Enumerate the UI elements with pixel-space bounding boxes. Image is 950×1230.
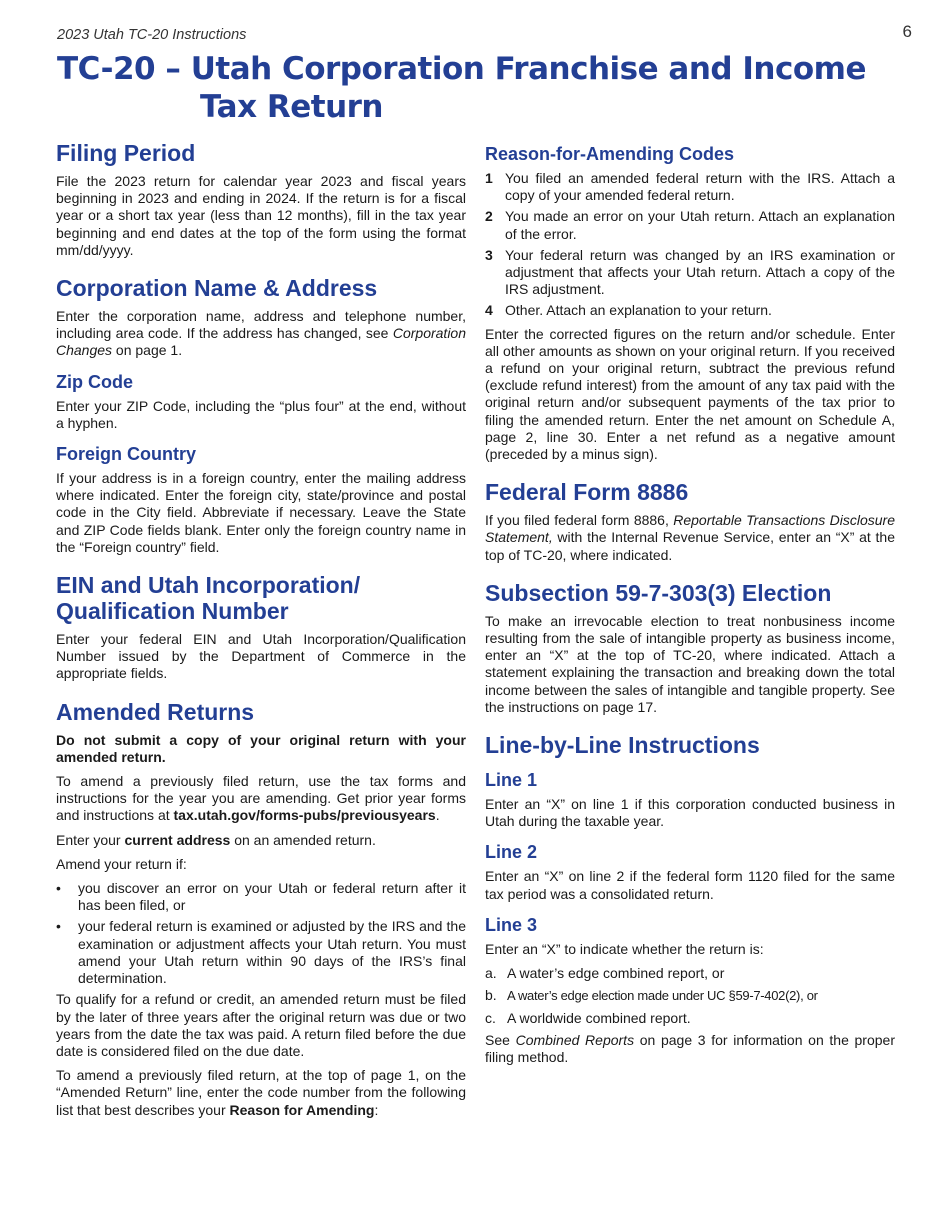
reason-code: 2 (485, 208, 493, 225)
corporation-name-text-pre: Enter the corporation name, address and telephone number, including area code. If the address has changed, see (56, 308, 466, 342)
subsection-election-section (485, 580, 895, 716)
form-8886-heading: Federal Form 8886 (485, 479, 689, 506)
line-1-heading: Line 1 (485, 770, 538, 791)
form-8886-text (485, 512, 895, 564)
combined-reports-pre: See (485, 1031, 516, 1048)
reason-intro-pre: To amend a previously filed return, at the top of page 1, on the “Amended Return” line, enter the code number from the following list that best describes your (56, 1067, 466, 1118)
ein-heading: EIN and Utah Incorporation/ Qualification Number (56, 572, 361, 625)
reason-codes-heading: Reason-for-Amending Codes (485, 144, 735, 164)
refund-qualify-text: To qualify for a refund or credit, an amended return must be filed by the later of three years after the original return was due or two years from the date the tax was paid. A return filed before the due date is considered filed on the due date. (56, 991, 466, 1059)
zip-code-heading: Zip Code (56, 371, 133, 392)
list-item (56, 880, 466, 914)
reason-text: You filed an amended federal return with the IRS. Attach a copy of your amended federal return. (505, 170, 895, 204)
list-item (485, 170, 895, 204)
page-title-line2: Tax Return (200, 89, 383, 125)
current-address-bold: current address (124, 831, 231, 848)
reason-codes-section (485, 144, 895, 463)
corporation-name-text (56, 308, 466, 360)
reason-text: You made an error on your Utah return. Attach an explanation of the error. (505, 208, 895, 242)
subsection-election-heading: Subsection 59-7-303(3) Election (485, 579, 832, 606)
current-address-post: on an amended return. (230, 831, 376, 848)
list-key: b. (485, 987, 497, 1004)
page-title-line1: TC-20 – Utah Corporation Franchise and Income (57, 51, 866, 87)
ein-text: Enter your federal EIN and Utah Incorporation/Qualification Number issued by the Department of Commerce in the appropriate fields. (56, 631, 466, 682)
current-address-pre: Enter your (56, 831, 125, 848)
list-item (485, 965, 895, 982)
line-2-heading: Line 2 (485, 842, 538, 863)
list-text: A water’s edge combined report, or (507, 965, 725, 982)
amended-bold-note: Do not submit a copy of your original return with your amended return. (56, 731, 466, 765)
right-column (485, 144, 895, 1082)
filing-period-heading: Filing Period (56, 140, 196, 166)
zip-code-text: Enter your ZIP Code, including the “plus four” at the end, without a hyphen. (56, 397, 466, 431)
list-item (56, 918, 466, 987)
line-by-line-heading: Line-by-Line Instructions (485, 732, 760, 759)
filing-period-section (56, 140, 466, 259)
form-8886-section (485, 479, 895, 564)
list-item (485, 208, 895, 242)
corporation-name-text-post: on page 1. (112, 342, 183, 359)
corporation-name-heading: Corporation Name & Address (56, 275, 378, 302)
running-head: 2023 Utah TC-20 Instructions (57, 27, 247, 43)
current-address-text (56, 832, 466, 849)
bullet-text: your federal return is examined or adjusted by the IRS and the examination or adjustment affects your Utah return. You must amend your Utah return within 90 days of the IRS’s final determination. (78, 918, 466, 987)
reason-code: 3 (485, 246, 493, 263)
amended-returns-heading: Amended Returns (56, 698, 255, 725)
page-title (57, 50, 907, 126)
foreign-country-text: If your address is in a foreign country, enter the mailing address where indicated. Enter the foreign city, state/province and postal code in the City field. Abbreviate if necessary. Leave the State and ZIP Code fields blank. Enter only the foreign country name in the “Foreign country” field. (56, 470, 466, 555)
reason-text: Other. Attach an explanation to your return. (505, 302, 772, 319)
bullet-text: you discover an error on your Utah or federal return after it has been filed, or (78, 880, 466, 914)
form-8886-text-pre: If you filed federal form 8886, (485, 512, 674, 529)
amended-forms-text-pre: To amend a previously filed return, use the tax forms and instructions for the year you are amending. Get prior year forms and instructions at (56, 773, 466, 824)
ein-section (56, 572, 466, 683)
corrected-figures-text: Enter the corrected figures on the return and/or schedule. Enter all other amounts as shown on your original return. If you received a refund on your original return, subtract the previous refund (exclude refund interest) from the amount of any tax paid with the original return and/or subsequent payments of the tax prior to filing the amended return. Enter the net amount on Schedule A, page 2, line 30. Enter a net refund as a negative amount (preceded by a minus sign). (485, 325, 895, 463)
reason-intro-text (56, 1067, 466, 1119)
amend-if-text: Amend your return if: (56, 855, 187, 872)
page-number: 6 (902, 22, 912, 41)
reason-text: Your federal return was changed by an IRS examination or adjustment that affects your Utah return. Attach a copy of the IRS adjustment. (505, 246, 895, 298)
line-1-text: Enter an “X” on line 1 if this corporation conducted business in Utah during the taxable year. (485, 796, 895, 830)
list-key: a. (485, 965, 497, 982)
bullet-marker: • (56, 880, 61, 897)
list-text: A water’s edge election made under UC §59-7-402(2), or (507, 988, 818, 1004)
form-8886-text-post: with the Internal Revenue Service, enter an “X” at the top of TC-20, where indicated. (485, 529, 895, 563)
reason-intro-post: : (374, 1101, 379, 1118)
list-key: c. (485, 1009, 496, 1026)
left-column (56, 140, 466, 1135)
subsection-election-text: To make an irrevocable election to treat nonbusiness income resulting from the sale of intangible property as business income, enter an “X” at the top of TC-20, where indicated. Attach a statement explaining the transaction and breaking down the total income between the sales of intangible and tangible property. See the instructions on page 17. (485, 612, 895, 715)
filing-period-text: File the 2023 return for calendar year 2023 and fiscal years beginning in 2023 and ending in 2024. If the return is for a fiscal year or a short tax year (less than 12 months), fill in the tax year beginning and end dates at the top of the form using the format mm/dd/yyyy. (56, 173, 466, 258)
list-item (485, 1010, 895, 1027)
line-3-text: Enter an “X” to indicate whether the return is: (485, 940, 764, 957)
list-item (485, 247, 895, 299)
reportable-transactions-ref: Reportable Transactions Disclosure Statement, (485, 512, 895, 546)
corporation-changes-ref: Corporation Changes (56, 325, 466, 359)
amended-returns-section (56, 699, 466, 1119)
combined-reports-post: on page 3 for information on the proper filing method. (485, 1031, 895, 1065)
previous-years-url: tax.utah.gov/forms-pubs/previousyears (173, 807, 436, 824)
bullet-marker: • (56, 918, 61, 935)
amended-forms-text-post: . (435, 807, 440, 824)
reason-code: 4 (485, 302, 493, 319)
corporation-name-section (56, 275, 466, 556)
reason-code: 1 (485, 170, 493, 186)
list-item (485, 987, 895, 1004)
reason-for-amending-bold: Reason for Amending (229, 1101, 375, 1118)
line-by-line-section (485, 732, 895, 1066)
combined-reports-ref: Combined Reports (515, 1031, 635, 1048)
combined-reports-text (485, 1032, 895, 1066)
foreign-country-heading: Foreign Country (56, 444, 196, 465)
amended-forms-text (56, 773, 466, 825)
list-text: A worldwide combined report. (507, 1009, 691, 1026)
list-item (485, 302, 895, 319)
line-2-text: Enter an “X” on line 2 if the federal form 1120 filed for the same tax period was a consolidated return. (485, 868, 895, 902)
line-3-heading: Line 3 (485, 914, 538, 935)
